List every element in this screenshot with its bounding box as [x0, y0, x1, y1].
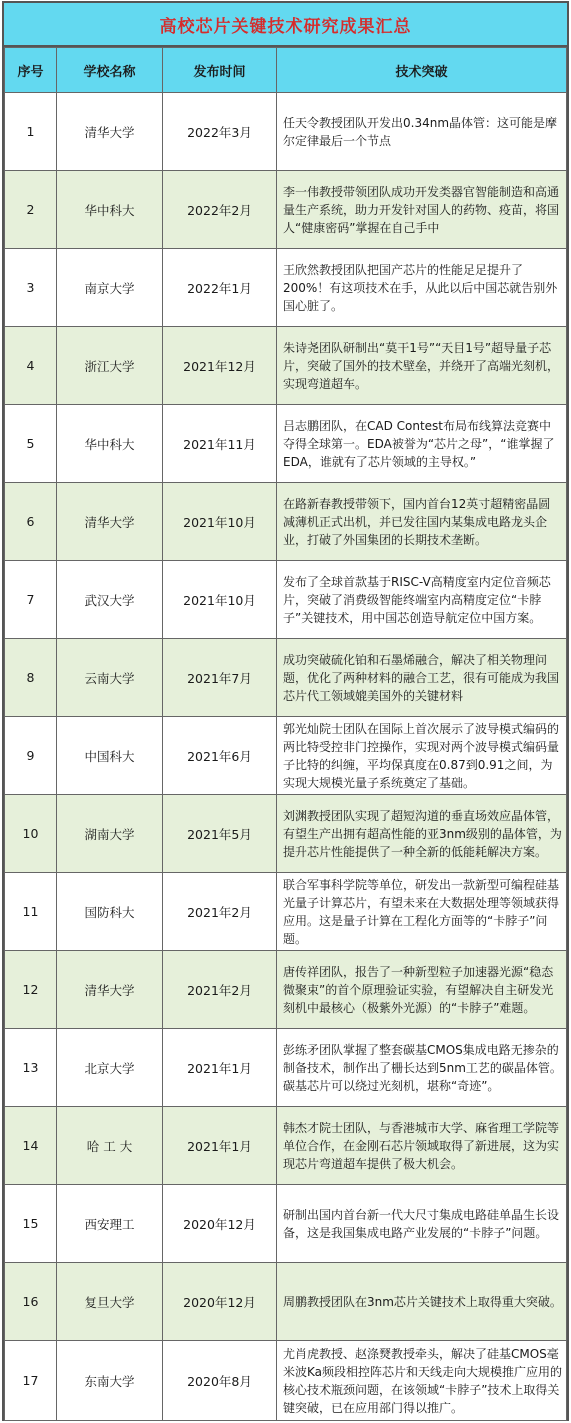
school-name: 云南大学 [57, 639, 163, 717]
row-number: 6 [5, 483, 57, 561]
row-number: 2 [5, 171, 57, 249]
breakthrough-text: 吕志鹏团队，在CAD Contest布局布线算法竞赛中夺得全球第一。EDA被誉为“芯片之母”，“谁掌握了EDA，谁就有了芯片领域的主导权。” [277, 405, 567, 483]
breakthrough-text: 彭练矛团队掌握了整套碳基CMOS集成电路无掺杂的制备技术，制作出了栅长达到5nm工艺的碳晶体管。碳基芯片可以绕过光刻机，堪称“奇迹”。 [277, 1029, 567, 1107]
table-row [5, 1107, 567, 1185]
table-row [5, 951, 567, 1029]
school-name: 国防科大 [57, 873, 163, 951]
school-name: 西安理工 [57, 1185, 163, 1263]
publish-date: 2021年12月 [163, 327, 277, 405]
school-name: 哈 工 大 [57, 1107, 163, 1185]
table-row [5, 405, 567, 483]
breakthrough-text: 联合军事科学院等单位，研发出一款新型可编程硅基光量子计算芯片，有望未来在大数据处理等领域获得应用。这是量子计算在工程化方面等的“卡脖子”问题。 [277, 873, 567, 951]
header-breakthrough: 技术突破 [277, 48, 567, 93]
breakthrough-text: 尤肖虎教授、赵涤燹教授牵头，解决了硅基CMOS毫米波Ka频段相控阵芯片和天线走向大规模推广应用的核心技术瓶颈问题，在该领域“卡脖子”技术上取得关键突破，已在应用部门得以推广。 [277, 1341, 567, 1421]
school-name: 清华大学 [57, 93, 163, 171]
breakthrough-text: 任天令教授团队开发出0.34nm晶体管：这可能是摩尔定律最后一个节点 [277, 93, 567, 171]
breakthrough-text: 在路新春教授带领下，国内首台12英寸超精密晶圆减薄机正式出机，并已发往国内某集成电路龙头企业，打破了外国集团的长期技术垄断。 [277, 483, 567, 561]
header-date: 发布时间 [163, 48, 277, 93]
header-school: 学校名称 [57, 48, 163, 93]
row-number: 5 [5, 405, 57, 483]
table-row [5, 1029, 567, 1107]
publish-date: 2020年8月 [163, 1341, 277, 1421]
table-row [5, 93, 567, 171]
breakthrough-text: 李一伟教授带领团队成功开发类器官智能制造和高通量生产系统，助力开发针对国人的药物、疫苗，将国人“健康密码”掌握在自己手中 [277, 171, 567, 249]
school-name: 浙江大学 [57, 327, 163, 405]
table-row [5, 639, 567, 717]
publish-date: 2021年6月 [163, 717, 277, 795]
publish-date: 2021年7月 [163, 639, 277, 717]
breakthrough-text: 成功突破硫化铂和石墨烯融合，解决了相关物理问题，优化了两种材料的融合工艺，很有可能成为我国芯片代工领域媲美国外的关键材料 [277, 639, 567, 717]
publish-date: 2021年10月 [163, 483, 277, 561]
row-number: 8 [5, 639, 57, 717]
table-row [5, 171, 567, 249]
breakthrough-text: 韩杰才院士团队，与香港城市大学、麻省理工学院等单位合作，在金刚石芯片领域取得了新进展，这为实现芯片弯道超车提供了极大机会。 [277, 1107, 567, 1185]
table-row [5, 327, 567, 405]
school-name: 华中科大 [57, 405, 163, 483]
publish-date: 2021年10月 [163, 561, 277, 639]
row-number: 7 [5, 561, 57, 639]
publish-date: 2022年1月 [163, 249, 277, 327]
school-name: 东南大学 [57, 1341, 163, 1421]
row-number: 14 [5, 1107, 57, 1185]
breakthrough-text: 刘渊教授团队实现了超短沟道的垂直场效应晶体管，有望生产出拥有超高性能的亚3nm级别的晶体管，为提升芯片性能提供了一种全新的低能耗解决方案。 [277, 795, 567, 873]
row-number: 13 [5, 1029, 57, 1107]
table-row [5, 483, 567, 561]
row-number: 11 [5, 873, 57, 951]
table-row [5, 1263, 567, 1341]
row-number: 12 [5, 951, 57, 1029]
breakthrough-text: 发布了全球首款基于RISC-V高精度室内定位音频芯片，突破了消费级智能终端室内高精度定位“卡脖子”关键技术，用中国芯创造导航定位中国方案。 [277, 561, 567, 639]
school-name: 复旦大学 [57, 1263, 163, 1341]
breakthrough-text: 研制出国内首台新一代大尺寸集成电路硅单晶生长设备，这是我国集成电路产业发展的“卡脖子”问题。 [277, 1185, 567, 1263]
table-row [5, 249, 567, 327]
school-name: 武汉大学 [57, 561, 163, 639]
row-number: 16 [5, 1263, 57, 1341]
publish-date: 2021年1月 [163, 1107, 277, 1185]
row-number: 9 [5, 717, 57, 795]
table-row [5, 1185, 567, 1263]
publish-date: 2022年2月 [163, 171, 277, 249]
publish-date: 2021年5月 [163, 795, 277, 873]
row-number: 3 [5, 249, 57, 327]
row-number: 1 [5, 93, 57, 171]
publish-date: 2021年2月 [163, 873, 277, 951]
header-num: 序号 [5, 48, 57, 93]
publish-date: 2021年11月 [163, 405, 277, 483]
publish-date: 2020年12月 [163, 1185, 277, 1263]
breakthrough-text: 唐传祥团队，报告了一种新型粒子加速器光源“稳态微聚束”的首个原理验证实验，有望解决自主研发光刻机中最核心（极紫外光源）的“卡脖子”难题。 [277, 951, 567, 1029]
row-number: 17 [5, 1341, 57, 1421]
table-row [5, 873, 567, 951]
publish-date: 2021年1月 [163, 1029, 277, 1107]
table-row [5, 1341, 567, 1421]
table-header-row [5, 48, 567, 93]
row-number: 4 [5, 327, 57, 405]
row-number: 10 [5, 795, 57, 873]
table-row [5, 795, 567, 873]
results-table [4, 47, 567, 1421]
school-name: 南京大学 [57, 249, 163, 327]
breakthrough-text: 王欣然教授团队把国产芯片的性能足足提升了200%！有这项技术在手，从此以后中国芯就告别外国心脏了。 [277, 249, 567, 327]
breakthrough-text: 朱诗尧团队研制出“莫干1号”“天目1号”超导量子芯片，突破了国外的技术壁垒，并绕开了高端光刻机，实现弯道超车。 [277, 327, 567, 405]
school-name: 清华大学 [57, 951, 163, 1029]
publish-date: 2022年3月 [163, 93, 277, 171]
school-name: 湖南大学 [57, 795, 163, 873]
page-title: 高校芯片关键技术研究成果汇总 [4, 3, 567, 47]
school-name: 华中科大 [57, 171, 163, 249]
publish-date: 2021年2月 [163, 951, 277, 1029]
table-row [5, 717, 567, 795]
school-name: 北京大学 [57, 1029, 163, 1107]
publish-date: 2020年12月 [163, 1263, 277, 1341]
summary-table-frame [2, 1, 569, 1421]
breakthrough-text: 周鹏教授团队在3nm芯片关键技术上取得重大突破。 [277, 1263, 567, 1341]
table-row [5, 561, 567, 639]
row-number: 15 [5, 1185, 57, 1263]
breakthrough-text: 郭光灿院士团队在国际上首次展示了波导模式编码的两比特受控非门控操作，实现对两个波导模式编码量子比特的纠缠，平均保真度在0.87到0.91之间，为实现大规模光量子系统奠定了基础。 [277, 717, 567, 795]
school-name: 清华大学 [57, 483, 163, 561]
school-name: 中国科大 [57, 717, 163, 795]
